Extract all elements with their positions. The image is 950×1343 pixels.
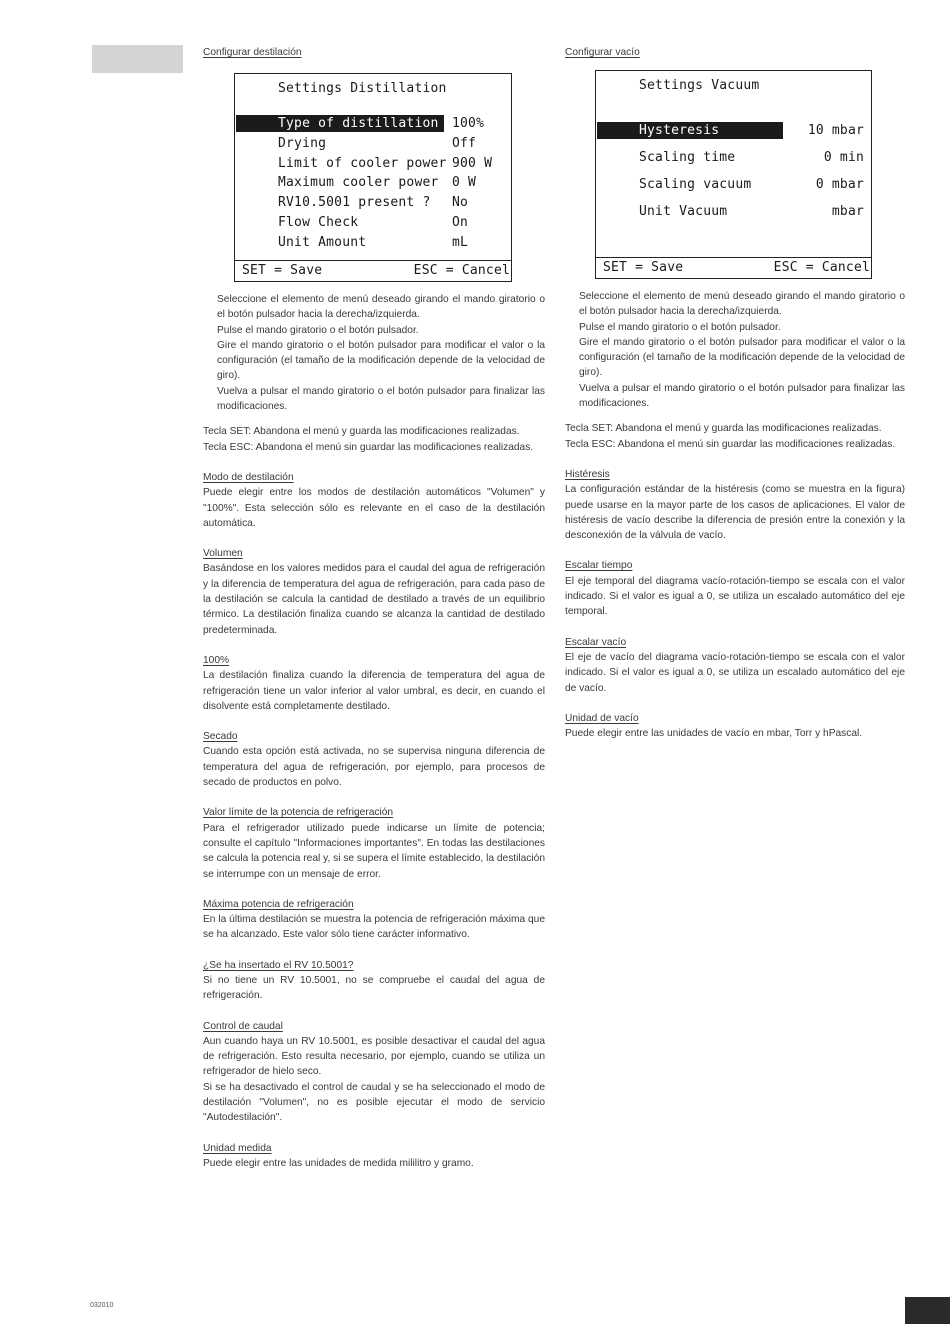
lcd-menu-value: On [452, 215, 469, 230]
lcd-menu-label: RV10.5001 present ? [278, 195, 431, 211]
text-section [565, 711, 905, 742]
section-heading: Máxima potencia de refrigeración [203, 898, 354, 910]
instruction-steps [579, 289, 905, 411]
lcd-menu-row [235, 233, 511, 252]
lcd-menu-label: Drying [278, 135, 327, 151]
instruction-step: Pulse el mando giratorio o el botón pulsador. [217, 324, 419, 336]
lcd-menu-label: Type of distillation [278, 116, 439, 131]
page-number-tab [905, 1297, 950, 1324]
distillation-column [203, 45, 545, 1171]
lcd-menu-label: Unit Vacuum [639, 204, 728, 219]
instruction-step: Seleccione el elemento de menú deseado girando el mando giratorio o el botón pulsador hacia la derecha/izquierda. [217, 294, 545, 321]
key-description: Tecla SET: Abandona el menú y guarda las modificaciones realizadas. [565, 423, 882, 435]
instruction-step: Gire el mando giratorio o el botón pulsador para modificar el valor o la configuración (el tamaño de la modificación depende de la velocidad de giro). [217, 339, 545, 382]
section-heading: ¿Se ha insertado el RV 10.5001? [203, 959, 354, 971]
lcd-menu-row [235, 213, 511, 232]
instruction-steps [217, 292, 545, 414]
lcd-menu-value: 10 mbar [807, 123, 864, 138]
section-heading: 100% [203, 654, 230, 666]
key-descriptions [565, 421, 905, 452]
key-descriptions [203, 424, 545, 455]
lcd-menu-row [235, 154, 511, 173]
section-paragraph: Puede elegir entre los modos de destilación automáticos "Volumen" y "100%". Esta selección sólo es relevante en el caso de la destilación automática. [203, 487, 545, 529]
section-paragraph: Cuando esta opción está activada, no se supervisa ninguna diferencia de temperatura del agua de refrigeración, por ejemplo, para procesos de secado de productos en polvo. [203, 746, 545, 789]
text-section [203, 546, 545, 638]
chapter-tab [92, 45, 183, 73]
vacuum-column [565, 45, 905, 741]
lcd-menu-row [235, 114, 511, 133]
lcd-menu-label: Scaling time [639, 150, 736, 165]
text-section [203, 653, 545, 714]
text-section [565, 635, 905, 696]
section-paragraph: El eje temporal del diagrama vacío-rotación-tiempo se escala con el valor indicado. Si el valor es igual a 0, se utiliza un escalado automático del eje temporal. [565, 575, 905, 618]
instruction-step: Vuelva a pulsar el mando giratorio o el botón pulsador para finalizar las modificaciones. [579, 382, 905, 410]
section-heading: Escalar vacío [565, 636, 627, 648]
instruction-step: Vuelva a pulsar el mando giratorio o el botón pulsador para finalizar las modificaciones. [217, 385, 545, 413]
section-heading: Secado [203, 731, 238, 743]
section-heading: Unidad medida [203, 1142, 272, 1154]
lcd-menu-value: 0 min [823, 150, 864, 165]
lcd-menu-row [596, 148, 871, 167]
section-heading: Unidad de vacío [565, 712, 639, 724]
lcd-menu-label: Scaling vacuum [639, 177, 752, 192]
lcd-footer [235, 260, 511, 281]
set-save-hint: SET = Save [603, 260, 684, 275]
text-section [203, 1141, 545, 1172]
lcd-footer [596, 257, 871, 278]
section-paragraph: La destilación finaliza cuando la diferencia de temperatura del agua de refrigeración tiene un valor inferior al valor umbral, es decir, en cuando el disolvente está completamente destilado. [203, 670, 545, 712]
lcd-menu-label: Hysteresis [639, 123, 720, 138]
lcd-menu-row [596, 175, 871, 194]
lcd-menu-value: 0 W [452, 175, 477, 191]
lcd-menu-value: mL [452, 234, 469, 250]
lcd-menu-label: Maximum cooler power [278, 175, 439, 191]
distillation-settings-display [234, 73, 512, 282]
instruction-step: Gire el mando giratorio o el botón pulsador para modificar el valor o la configuración (el tamaño de la modificación depende de la velocidad de giro). [579, 336, 905, 379]
key-description: Tecla ESC: Abandona el menú sin guardar las modificaciones realizadas. [203, 441, 534, 453]
text-section [203, 470, 545, 531]
section-paragraph: Puede elegir entre las unidades de vacío en mbar, Torr y hPascal. [565, 728, 863, 740]
key-description: Tecla SET: Abandona el menú y guarda las modificaciones realizadas. [203, 426, 520, 438]
lcd-menu-label: Unit Amount [278, 234, 367, 250]
key-description: Tecla ESC: Abandona el menú sin guardar las modificaciones realizadas. [565, 438, 896, 450]
text-section [203, 805, 545, 881]
text-section [565, 467, 905, 543]
lcd-menu-value: mbar [831, 204, 864, 219]
section-heading: Valor límite de la potencia de refrigeración [203, 807, 394, 819]
lcd-menu-row [235, 134, 511, 153]
section-paragraph: Aun cuando haya un RV 10.5001, es posible desactivar el caudal del agua de refrigeración. Esto resulta necesario, por ejemplo, cuando se utiliza un refrigerador de hielo seco. [203, 1035, 545, 1078]
section-heading: Escalar tiempo [565, 560, 633, 572]
vacuum-heading: Configurar vacío [565, 47, 640, 58]
text-section [203, 897, 545, 943]
section-paragraph: Para el refrigerador utilizado puede indicarse un límite de potencia; consulte el capítulo "Informaciones importantes". En todas las destilaciones se calcula la potencia real y, si se supera el límite establecido, la destilación se interrumpe con un mensaje de error. [203, 822, 545, 880]
section-paragraph: La configuración estándar de la histéresis (como se muestra en la figura) puede usarse en la mayor parte de los casos de aplicaciones. El valor de histéresis de vacío describe la diferencia de presión entre la conexión y la desconexión de la válvula de vacío. [565, 484, 905, 542]
section-heading: Modo de destilación [203, 471, 294, 483]
esc-cancel-hint: ESC = Cancel [773, 260, 870, 275]
set-save-hint: SET = Save [242, 263, 323, 278]
text-section [203, 958, 545, 1004]
lcd-menu-row [235, 193, 511, 212]
lcd-title: Settings Vacuum [639, 78, 760, 93]
section-paragraph: El eje de vacío del diagrama vacío-rotación-tiempo se escala con el valor indicado. Si el valor es igual a 0, se utiliza un escalado automático del eje de vacío. [565, 651, 905, 694]
distillation-heading: Configurar destilación [203, 47, 302, 58]
lcd-menu-value: 100% [452, 116, 485, 131]
lcd-menu-value: 900 W [452, 155, 493, 171]
section-heading: Histéresis [565, 468, 610, 480]
text-section [203, 1019, 545, 1126]
section-heading: Volumen [203, 548, 243, 560]
document-code: 032010 [90, 1302, 114, 1309]
lcd-menu-row [596, 202, 871, 221]
esc-cancel-hint: ESC = Cancel [413, 263, 510, 278]
text-section [203, 729, 545, 790]
vacuum-settings-display [595, 70, 872, 279]
section-paragraph: Basándose en los valores medidos para el caudal del agua de refrigeración y la diferencia de temperatura del agua de refrigeración, para cada paso de la destilación se calcula la cantidad de destilado a través de un equilibrio térmico. La destilación finaliza cuando se alcanza la cantidad de destilado predeterminada. [203, 563, 545, 636]
section-paragraph: Si no tiene un RV 10.5001, no se compruebe el caudal del agua de refrigeración. [203, 974, 545, 1002]
lcd-menu-row [235, 173, 511, 192]
instruction-step: Pulse el mando giratorio o el botón pulsador. [579, 321, 781, 333]
lcd-title: Settings Distillation [278, 81, 447, 96]
section-paragraph: En la última destilación se muestra la potencia de refrigeración máxima que se ha alcanzado. Este valor sólo tiene carácter informativo. [203, 914, 545, 941]
lcd-menu-value: 0 mbar [815, 177, 864, 192]
lcd-menu-label: Limit of cooler power [278, 155, 447, 171]
lcd-menu-value: No [452, 195, 469, 211]
section-paragraph: Puede elegir entre las unidades de medida mililitro y gramo. [203, 1157, 474, 1169]
section-paragraph: Si se ha desactivado el control de caudal y se ha seleccionado el modo de destilación "Volumen", no es posible ejecutar el modo de servicio "Autodestilación". [203, 1081, 545, 1124]
lcd-menu-label: Flow Check [278, 215, 359, 230]
instruction-step: Seleccione el elemento de menú deseado girando el mando giratorio o el botón pulsador hacia la derecha/izquierda. [579, 291, 905, 318]
section-heading: Control de caudal [203, 1020, 283, 1032]
text-section [565, 558, 905, 619]
lcd-menu-row [596, 121, 871, 140]
lcd-menu-value: Off [452, 135, 477, 151]
